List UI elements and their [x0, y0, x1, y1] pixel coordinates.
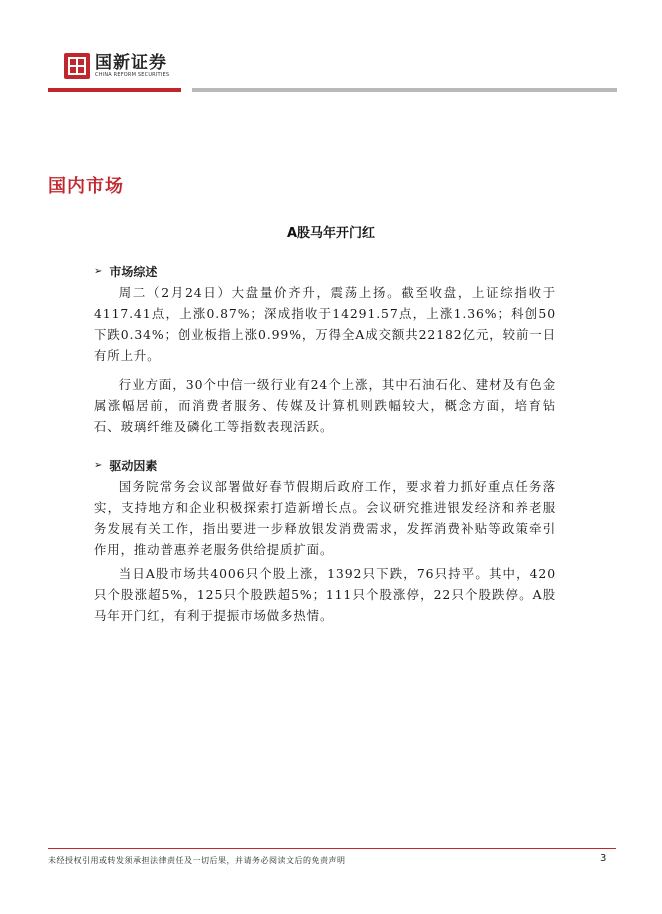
footer-disclaimer: 未经授权引用或转发须承担法律责任及一切后果，并请务必阅读文后的免责声明 — [48, 856, 346, 865]
logo-mark-icon — [64, 53, 90, 79]
article-title: A股马年开门红 — [286, 226, 376, 241]
company-logo — [64, 52, 169, 80]
paragraph: 行业方面，30个中信一级行业有24个上涨，其中石油石化、建材及有色金属涨幅居前，而消费者服务、传媒及计算机则跌幅较大，概念方面，培育钻石、玻璃纤维及磷化工等指数表现活跃。 — [94, 377, 556, 434]
logo-english-name: CHINA REFORM SECURITIES — [95, 71, 170, 78]
section-heading-label: 市场综述 — [109, 265, 158, 279]
footer-rule — [48, 848, 616, 849]
paragraph: 国务院常务会议部署做好春节假期后政府工作，要求着力抓好重点任务落实，支持地方和企业积极探索打造新增长点。会议研究推进银发经济和养老服务发展有关工作，指出要进一步释放银发消费需求，发挥消费补贴等政策牵引作用，推动普惠养老服务供给提质扩面。 — [94, 479, 556, 557]
section-heading-market-overview — [94, 262, 556, 282]
section-heading-driving-factors — [94, 456, 556, 476]
section-title: 国内市场 — [48, 176, 124, 197]
market-overview-section — [94, 262, 556, 437]
paragraph: 周二（2月24日）大盘量价齐升，震荡上扬。截至收盘，上证综指收于4117.41点，上涨0.87%；深成指收于14291.57点，上涨1.36%；科创50下跌0.34%；创业板指上涨0.99%，万得全A成交额共22182亿元，较前一日有所上升。 — [94, 285, 556, 363]
section-heading-label: 驱动因素 — [109, 459, 158, 473]
logo-chinese-name: 国新证券 — [95, 52, 167, 73]
driving-factors-section — [94, 456, 556, 626]
paragraph: 当日A股市场共4006只个股上涨，1392只下跌，76只持平。其中，420只个股涨超5%，125只个股跌超5%；111只个股涨停，22只个股跌停。A股马年开门红，有利于提振市场做多热情。 — [94, 566, 556, 623]
arrow-bullet-icon: ➢ — [94, 460, 103, 471]
arrow-bullet-icon: ➢ — [94, 266, 103, 277]
header-rule — [192, 88, 617, 92]
page-number: 3 — [600, 853, 607, 864]
header-rule-accent — [48, 88, 181, 92]
